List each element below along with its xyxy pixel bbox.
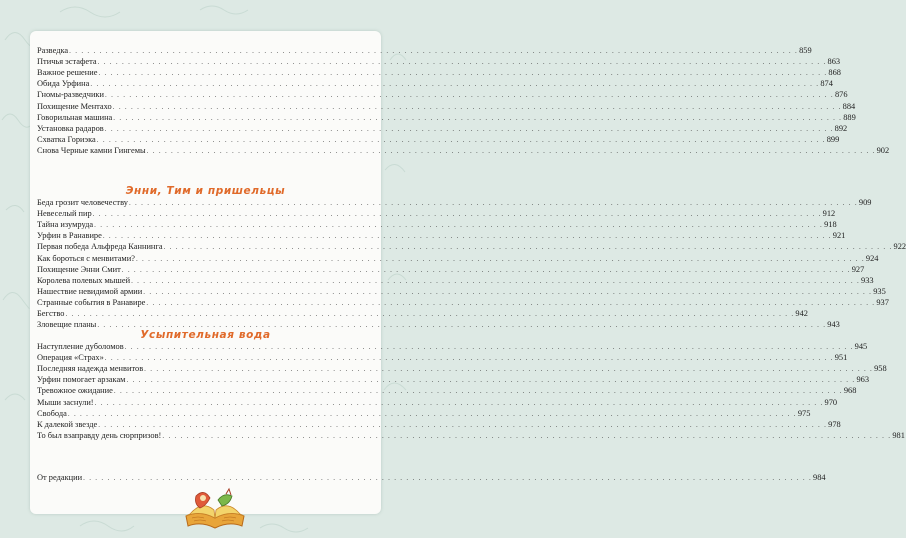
- toc-entry[interactable]: [37, 341, 868, 352]
- dot-leader: . . . . . . . . . . . . . . . . . . . . . . . . . . . . . . . . . . . . . . . . . . . . . . . . . . . . . . . . . . . . . . . . . . . . . . . . . . . . . . . . . . . . . . . . . . . . . . . . . . . . . . . . . . . . . . . . . . . . . . . .: [102, 232, 832, 241]
- toc-entry-title: Урфин помогает арзакам: [37, 375, 126, 385]
- toc-entry[interactable]: [37, 208, 836, 219]
- toc-entry[interactable]: [37, 363, 887, 374]
- toc-entry-page: 958: [874, 364, 887, 374]
- dot-leader: . . . . . . . . . . . . . . . . . . . . . . . . . . . . . . . . . . . . . . . . . . . . . . . . . . . . . . . . . . . . . . . . . . . . . . . . . . . . . . . . . . . . . . . . . . . . . . . . . . . . . . . . . . . . . . . . . . . . . . . .: [126, 376, 856, 385]
- toc-entry-page: 970: [824, 397, 838, 407]
- dot-leader: . . . . . . . . . . . . . . . . . . . . . . . . . . . . . . . . . . . . . . . . . . . . . . . . . . . . . . . . . . . . . . . . . . . . . . . . . . . . . . . . . . . . . . . . . . . . . . . . . . . . . . . . . . . . . . . . . . . . . . . .: [98, 420, 828, 429]
- toc-entry-title: Похищение Ментахо: [37, 101, 112, 111]
- toc-entry-page: 884: [842, 101, 856, 111]
- toc-entry-page: 945: [854, 342, 868, 351]
- dot-leader: . . . . . . . . . . . . . . . . . . . . . . . . . . . . . . . . . . . . . . . . . . . . . . . . . . . . . . . . . . . . . . . . . . . . . . . . . . . . . . . . . . . . . . . . . . . . . . . . . . . . . . . . . . . . . . . . . . . . . . . .: [131, 276, 861, 285]
- toc-entry[interactable]: [37, 253, 879, 264]
- toc-entry-page: 921: [832, 231, 846, 241]
- toc-entry-title: Первая победа Альфреда Каннинга: [37, 242, 163, 252]
- toc-entry-title: Тайна изумруда: [37, 220, 94, 230]
- toc-entry[interactable]: [37, 264, 865, 275]
- toc-entry-title: Говорильная машина: [37, 112, 113, 122]
- dot-leader: . . . . . . . . . . . . . . . . . . . . . . . . . . . . . . . . . . . . . . . . . . . . . . . . . . . . . . . . . . . . . . . . . . . . . . . . . . . . . . . . . . . . . . . . . . . . . . . . . . . . . . . . . . . . . . . . . . . . . . . .: [97, 58, 827, 67]
- toc-entry-title: Свобода: [37, 408, 67, 418]
- dot-leader: . . . . . . . . . . . . . . . . . . . . . . . . . . . . . . . . . . . . . . . . . . . . . . . . . . . . . . . . . . . . . . . . . . . . . . . . . . . . . . . . . . . . . . . . . . . . . . . . . . . . . . . . . . . . . . . . . . . . . . . .: [113, 387, 843, 396]
- toc-entry-page: 975: [797, 408, 811, 418]
- toc-entry[interactable]: [37, 67, 841, 78]
- dot-leader: . . . . . . . . . . . . . . . . . . . . . . . . . . . . . . . . . . . . . . . . . . . . . . . . . . . . . . . . . . . . . . . . . . . . . . . . . . . . . . . . . . . . . . . . . . . . . . . . . . . . . . . . . . . . . . . . . . . . . . . .: [104, 124, 834, 133]
- toc-entry[interactable]: [37, 430, 905, 441]
- dot-leader: . . . . . . . . . . . . . . . . . . . . . . . . . . . . . . . . . . . . . . . . . . . . . . . . . . . . . . . . . . . . . . . . . . . . . . . . . . . . . . . . . . . . . . . . . . . . . . . . . . . . . . . . . . . . . . . . . . . . . . . .: [69, 47, 799, 55]
- toc-entry-title: Наступление дуболомов: [37, 342, 124, 351]
- toc-entry-title: Птичья эстафета: [37, 57, 97, 67]
- dot-leader: . . . . . . . . . . . . . . . . . . . . . . . . . . . . . . . . . . . . . . . . . . . . . . . . . . . . . . . . . . . . . . . . . . . . . . . . . . . . . . . . . . . . . . . . . . . . . . . . . . . . . . . . . . . . . . . . . . . . . . . .: [146, 146, 876, 155]
- toc-entry-title: Невеселый пир: [37, 209, 92, 219]
- dot-leader: . . . . . . . . . . . . . . . . . . . . . . . . . . . . . . . . . . . . . . . . . . . . . . . . . . . . . . . . . . . . . . . . . . . . . . . . . . . . . . . . . . . . . . . . . . . . . . . . . . . . . . . . . . . . . . . . . . . . . . . .: [67, 409, 797, 418]
- toc-entry-title: Обида Урфина: [37, 79, 90, 89]
- toc-entry-title: Зловещие планы: [37, 320, 97, 330]
- toc-entry-page: 899: [826, 134, 840, 144]
- toc-entry[interactable]: [37, 297, 889, 308]
- toc-entry-title: Странные события в Ранавире: [37, 297, 146, 307]
- dot-leader: . . . . . . . . . . . . . . . . . . . . . . . . . . . . . . . . . . . . . . . . . . . . . . . . . . . . . . . . . . . . . . . . . . . . . . . . . . . . . . . . . . . . . . . . . . . . . . . . . . . . . . . . . . . . . . . . . . . . . . . .: [113, 113, 843, 122]
- toc-entry[interactable]: [37, 352, 848, 363]
- toc-entry-page: 912: [822, 209, 836, 219]
- toc-entry[interactable]: [37, 56, 841, 67]
- toc-entry[interactable]: [37, 275, 874, 286]
- dot-leader: . . . . . . . . . . . . . . . . . . . . . . . . . . . . . . . . . . . . . . . . . . . . . . . . . . . . . . . . . . . . . . . . . . . . . . . . . . . . . . . . . . . . . . . . . . . . . . . . . . . . . . . . . . . . . . . . . . . . . . . .: [162, 431, 892, 440]
- toc-entry-page: 868: [828, 68, 841, 78]
- toc-entry-title: Бегство: [37, 309, 65, 318]
- toc-entry-title: Установка радаров: [37, 123, 104, 133]
- toc-entry[interactable]: [37, 219, 837, 230]
- toc-entry-page: 874: [820, 79, 833, 89]
- toc-entry-title: Снова Черные камни Гингемы: [37, 145, 146, 155]
- toc-entry-page: 927: [851, 264, 865, 274]
- toc-entry-page: 968: [843, 386, 857, 396]
- dot-leader: . . . . . . . . . . . . . . . . . . . . . . . . . . . . . . . . . . . . . . . . . . . . . . . . . . . . . . . . . . . . . . . . . . . . . . . . . . . . . . . . . . . . . . . . . . . . . . . . . . . . . . . . . . . . . . . . . . . . . . . .: [112, 102, 842, 111]
- toc-entry-page: 876: [834, 90, 848, 100]
- toc-entry[interactable]: [37, 419, 841, 430]
- toc-entry-page: 859: [799, 46, 812, 55]
- dot-leader: . . . . . . . . . . . . . . . . . . . . . . . . . . . . . . . . . . . . . . . . . . . . . . . . . . . . . . . . . . . . . . . . . . . . . . . . . . . . . . . . . . . . . . . . . . . . . . . . . . . . . . . . . . . . . . . . . . . . . . . .: [121, 265, 851, 274]
- dot-leader: . . . . . . . . . . . . . . . . . . . . . . . . . . . . . . . . . . . . . . . . . . . . . . . . . . . . . . . . . . . . . . . . . . . . . . . . . . . . . . . . . . . . . . . . . . . . . . . . . . . . . . . . . . . . . . . . . . . . . . . .: [97, 321, 827, 330]
- toc-entry-page: 963: [856, 375, 869, 385]
- toc-entry[interactable]: [37, 241, 906, 252]
- toc-entry-title: Разведка: [37, 46, 69, 55]
- toc-entry[interactable]: [37, 385, 857, 396]
- toc-entry-page: 933: [861, 275, 874, 285]
- toc-entry-title: Как бороться с менвитами?: [37, 253, 135, 263]
- toc-entry[interactable]: [37, 408, 811, 419]
- dot-leader: . . . . . . . . . . . . . . . . . . . . . . . . . . . . . . . . . . . . . . . . . . . . . . . . . . . . . . . . . . . . . . . . . . . . . . . . . . . . . . . . . . . . . . . . . . . . . . . . . . . . . . . . . . . . . . . . . . . . . . . .: [128, 199, 858, 207]
- toc-entry[interactable]: [37, 134, 840, 145]
- toc-entry-title: Тревожное ожидание: [37, 386, 113, 396]
- section-heading: Энни, Тим и пришельцы: [125, 185, 286, 197]
- toc-entry[interactable]: [37, 45, 812, 56]
- toc-entry[interactable]: [37, 89, 848, 100]
- dot-leader: . . . . . . . . . . . . . . . . . . . . . . . . . . . . . . . . . . . . . . . . . . . . . . . . . . . . . . . . . . . . . . . . . . . . . . . . . . . . . . . . . . . . . . . . . . . . . . . . . . . . . . . . . . . . . . . . . . . . . . . .: [98, 69, 828, 78]
- toc-entry[interactable]: [37, 374, 869, 385]
- toc-entry[interactable]: [37, 101, 856, 112]
- dot-leader: . . . . . . . . . . . . . . . . . . . . . . . . . . . . . . . . . . . . . . . . . . . . . . . . . . . . . . . . . . . . . . . . . . . . . . . . . . . . . . . . . . . . . . . . . . . . . . . . . . . . . . . . . . . . . . . . . . . . . . . .: [146, 298, 876, 307]
- toc-entry-title: Королева полевых мышей: [37, 275, 131, 285]
- toc-entry[interactable]: [37, 123, 848, 134]
- toc-entry-page: 937: [876, 297, 889, 307]
- toc-entry-page: 935: [873, 286, 886, 296]
- toc-entry-page: 918: [824, 220, 837, 230]
- toc-entry-title: Похищение Энни Смит: [37, 264, 121, 274]
- toc-entry-page: 942: [795, 309, 808, 318]
- toc-entry-title: Нашествие невидимой армии: [37, 286, 143, 296]
- toc-entry-page: 889: [843, 112, 856, 122]
- toc-entry-page: 981: [892, 430, 905, 440]
- dot-leader: . . . . . . . . . . . . . . . . . . . . . . . . . . . . . . . . . . . . . . . . . . . . . . . . . . . . . . . . . . . . . . . . . . . . . . . . . . . . . . . . . . . . . . . . . . . . . . . . . . . . . . . . . . . . . . . . . . . . . . . .: [143, 287, 873, 296]
- dot-leader: . . . . . . . . . . . . . . . . . . . . . . . . . . . . . . . . . . . . . . . . . . . . . . . . . . . . . . . . . . . . . . . . . . . . . . . . . . . . . . . . . . . . . . . . . . . . . . . . . . . . . . . . . . . . . . . . . . . . . . . .: [94, 221, 824, 230]
- toc-entry-page: 978: [828, 419, 841, 429]
- toc-entry-title: Беда грозит человечеству: [37, 198, 128, 207]
- toc-entry-title: От редакции: [37, 473, 83, 482]
- dot-leader: . . . . . . . . . . . . . . . . . . . . . . . . . . . . . . . . . . . . . . . . . . . . . . . . . . . . . . . . . . . . . . . . . . . . . . . . . . . . . . . . . . . . . . . . . . . . . . . . . . . . . . . . . . . . . . . . . . . . . . . .: [94, 398, 824, 407]
- toc-entry-page: 984: [813, 473, 826, 482]
- toc-entry-title: Урфин в Ранавире: [37, 231, 102, 241]
- dot-leader: . . . . . . . . . . . . . . . . . . . . . . . . . . . . . . . . . . . . . . . . . . . . . . . . . . . . . . . . . . . . . . . . . . . . . . . . . . . . . . . . . . . . . . . . . . . . . . . . . . . . . . . . . . . . . . . . . . . . . . . .: [104, 91, 834, 100]
- toc-entry-page: 924: [865, 253, 879, 263]
- toc-entry[interactable]: [37, 230, 846, 241]
- toc-entry-page: 863: [827, 57, 841, 67]
- section-heading: Усыпительная вода: [140, 329, 271, 341]
- toc-entry[interactable]: [37, 112, 856, 123]
- toc-entry-page: 892: [834, 123, 848, 133]
- dot-leader: . . . . . . . . . . . . . . . . . . . . . . . . . . . . . . . . . . . . . . . . . . . . . . . . . . . . . . . . . . . . . . . . . . . . . . . . . . . . . . . . . . . . . . . . . . . . . . . . . . . . . . . . . . . . . . . . . . . . . . . .: [65, 310, 795, 318]
- toc-entry[interactable]: [37, 145, 890, 156]
- toc-entry-title: Схватка Гориэка: [37, 134, 96, 144]
- dot-leader: . . . . . . . . . . . . . . . . . . . . . . . . . . . . . . . . . . . . . . . . . . . . . . . . . . . . . . . . . . . . . . . . . . . . . . . . . . . . . . . . . . . . . . . . . . . . . . . . . . . . . . . . . . . . . . . . . . . . . . . .: [104, 354, 834, 363]
- toc-entry-title: Операция «Страх»: [37, 353, 104, 363]
- toc-entry-title: То был взаправду день сюрпризов!: [37, 430, 162, 440]
- toc-entry[interactable]: [37, 397, 838, 408]
- toc-entry-page: 909: [858, 198, 872, 207]
- open-book-logo-icon: [182, 486, 248, 530]
- dot-leader: . . . . . . . . . . . . . . . . . . . . . . . . . . . . . . . . . . . . . . . . . . . . . . . . . . . . . . . . . . . . . . . . . . . . . . . . . . . . . . . . . . . . . . . . . . . . . . . . . . . . . . . . . . . . . . . . . . . . . . . .: [163, 243, 893, 252]
- toc-page: [30, 31, 906, 514]
- toc-entry[interactable]: [37, 308, 808, 319]
- toc-entry-title: Гномы-разведчики: [37, 90, 104, 100]
- toc-entry[interactable]: [37, 197, 872, 208]
- dot-leader: . . . . . . . . . . . . . . . . . . . . . . . . . . . . . . . . . . . . . . . . . . . . . . . . . . . . . . . . . . . . . . . . . . . . . . . . . . . . . . . . . . . . . . . . . . . . . . . . . . . . . . . . . . . . . . . . . . . . . . . .: [96, 135, 826, 144]
- dot-leader: . . . . . . . . . . . . . . . . . . . . . . . . . . . . . . . . . . . . . . . . . . . . . . . . . . . . . . . . . . . . . . . . . . . . . . . . . . . . . . . . . . . . . . . . . . . . . . . . . . . . . . . . . . . . . . . . . . . . . . . .: [144, 365, 874, 374]
- toc-entry-page: 951: [834, 353, 848, 363]
- dot-leader: . . . . . . . . . . . . . . . . . . . . . . . . . . . . . . . . . . . . . . . . . . . . . . . . . . . . . . . . . . . . . . . . . . . . . . . . . . . . . . . . . . . . . . . . . . . . . . . . . . . . . . . . . . . . . . . . . . . . . . . .: [135, 254, 865, 263]
- toc-entry[interactable]: [37, 286, 886, 297]
- dot-leader: . . . . . . . . . . . . . . . . . . . . . . . . . . . . . . . . . . . . . . . . . . . . . . . . . . . . . . . . . . . . . . . . . . . . . . . . . . . . . . . . . . . . . . . . . . . . . . . . . . . . . . . . . . . . . . . . . . . . . . . .: [92, 210, 822, 219]
- toc-entry-page: 922: [893, 242, 906, 252]
- toc-entry-page: 902: [876, 145, 890, 155]
- toc-entry[interactable]: [37, 472, 826, 483]
- toc-entry-title: Последняя надежда менвитов: [37, 364, 144, 374]
- dot-leader: . . . . . . . . . . . . . . . . . . . . . . . . . . . . . . . . . . . . . . . . . . . . . . . . . . . . . . . . . . . . . . . . . . . . . . . . . . . . . . . . . . . . . . . . . . . . . . . . . . . . . . . . . . . . . . . . . . . . . . . .: [90, 80, 820, 89]
- toc-entry-title: Мыши заснули!: [37, 397, 94, 407]
- toc-entry[interactable]: [37, 78, 833, 89]
- toc-entry-title: Важное решение: [37, 68, 98, 78]
- toc-entry-page: 943: [827, 320, 840, 330]
- toc-entry-title: К далекой звезде: [37, 419, 98, 429]
- dot-leader: . . . . . . . . . . . . . . . . . . . . . . . . . . . . . . . . . . . . . . . . . . . . . . . . . . . . . . . . . . . . . . . . . . . . . . . . . . . . . . . . . . . . . . . . . . . . . . . . . . . . . . . . . . . . . . . . . . . . . . . .: [83, 474, 813, 482]
- dot-leader: . . . . . . . . . . . . . . . . . . . . . . . . . . . . . . . . . . . . . . . . . . . . . . . . . . . . . . . . . . . . . . . . . . . . . . . . . . . . . . . . . . . . . . . . . . . . . . . . . . . . . . . . . . . . . . . . . . . . . . . .: [124, 343, 854, 351]
